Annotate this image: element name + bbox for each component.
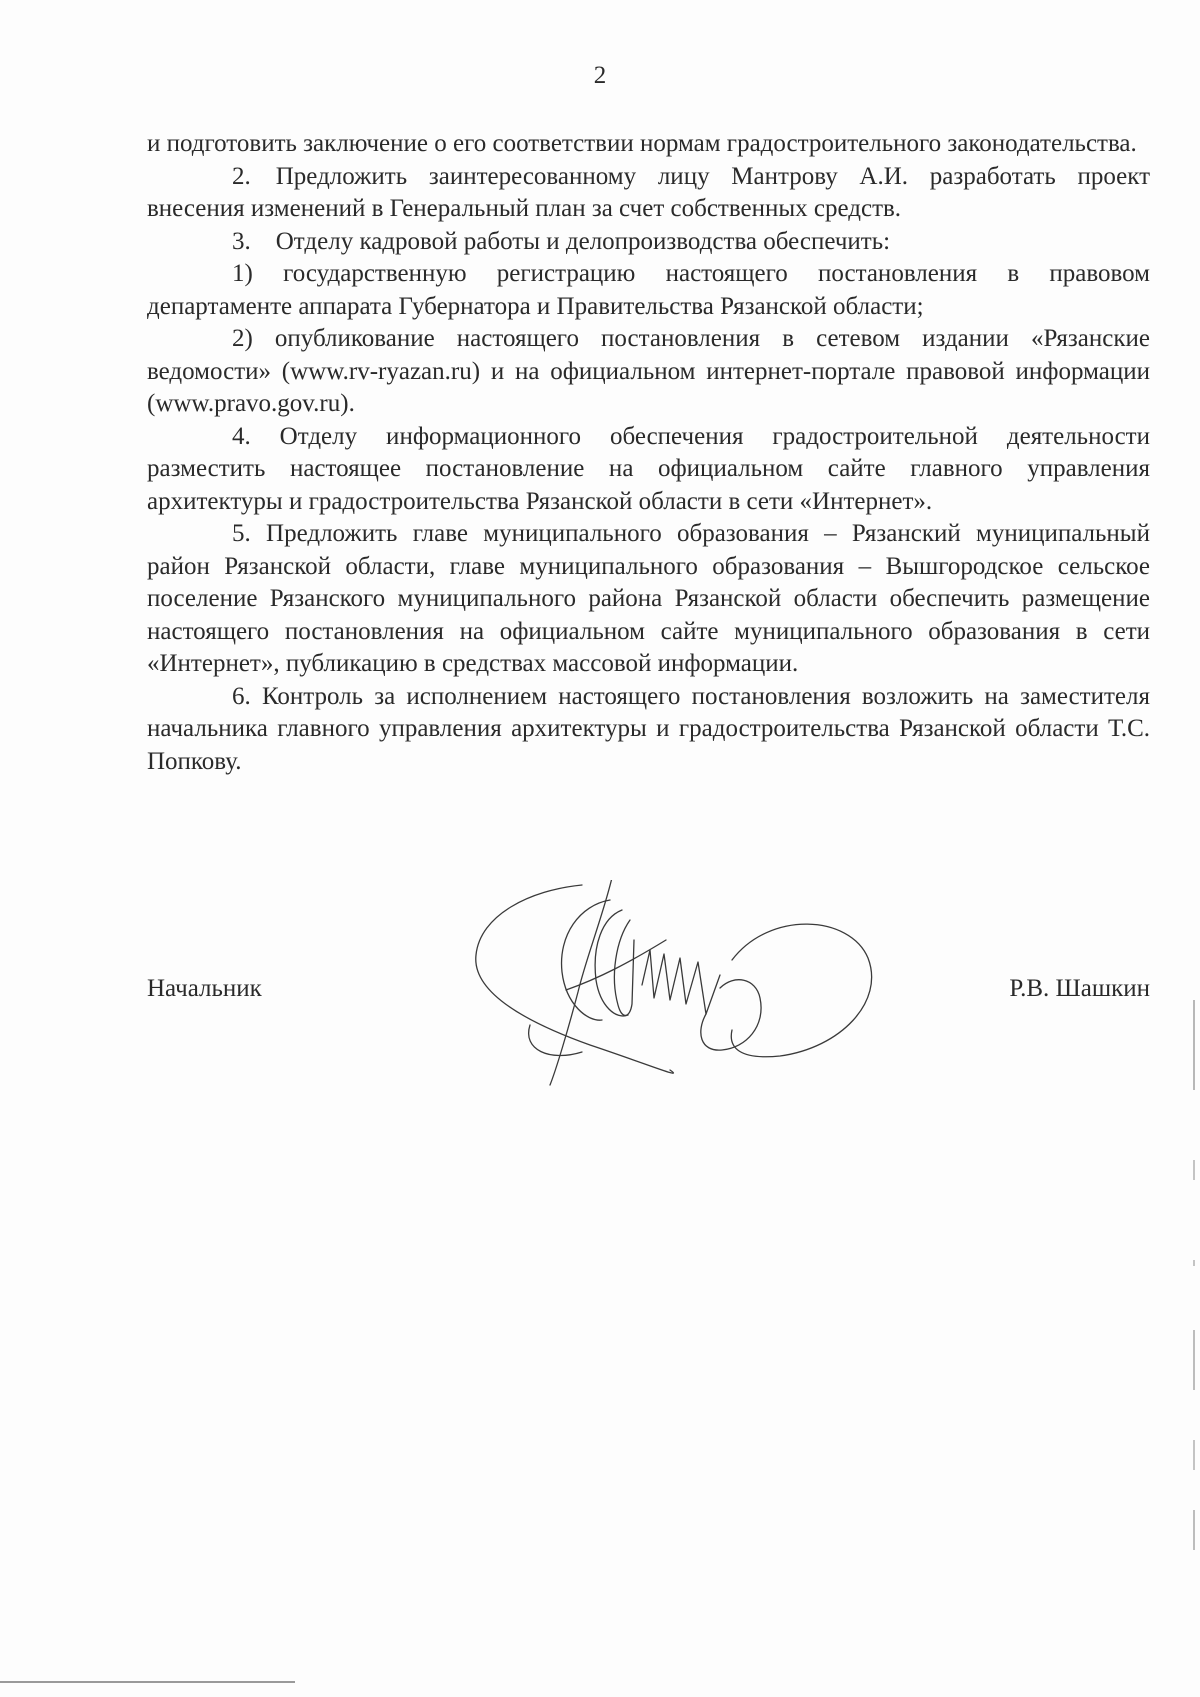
document-body <box>147 128 1150 778</box>
paragraph-item-4: 4. Отделу информационного обеспечения градостроительной деятельности разместить настоящее постановление на официальном сайте главного управления архитектуры и градостроительства Рязанской области в сети «Интернет». <box>147 422 1150 515</box>
paragraph-continuation: и подготовить заключение о его соответствии нормам градостроительного законодательства. <box>147 130 1137 157</box>
paragraph-item-3: 3. Отделу кадровой работы и делопроизводства обеспечить: <box>232 227 891 255</box>
paragraph-item-6: 6. Контроль за исполнением настоящего постановления возложить на заместителя начальника главного управления архитектуры и градостроительства Рязанской области Т.С. Попкову. <box>147 682 1150 775</box>
scan-edge-artifact <box>1193 1000 1196 1560</box>
page-number: 2 <box>593 62 607 89</box>
paragraph-item-3-1: 1) государственную регистрацию настоящего постановления в правовом департаменте аппарата Губернатора и Правительства Рязанской области; <box>147 260 1150 320</box>
paragraph-item-5: 5. Предложить главе муниципального образования – Рязанский муниципальный район Рязанской области, главе муниципального образования – Вышгородское сельское поселение Рязанского муниципального района Рязанской области обеспечить размещение настоящего постановления на официальном сайте муниципального образования в сети «Интернет», публикацию в средствах массовой информации. <box>147 520 1150 677</box>
scan-bottom-line <box>0 1681 295 1683</box>
paragraph-item-3-2: 2) опубликование настоящего постановления в сетевом издании «Рязанские ведомости» (www.rv-ryazan.ru) и на официальном интернет-портале правовой информации (www.pravo.gov.ru). <box>147 325 1150 417</box>
signatory-name: Р.В. Шашкин <box>1009 975 1150 1002</box>
signatory-title: Начальник <box>147 975 262 1002</box>
handwritten-signature <box>470 880 920 1090</box>
paragraph-item-2: 2. Предложить заинтересованному лицу Мантрову А.И. разработать проект внесения изменений в Генеральный план за счет собственных средств. <box>147 162 1150 222</box>
